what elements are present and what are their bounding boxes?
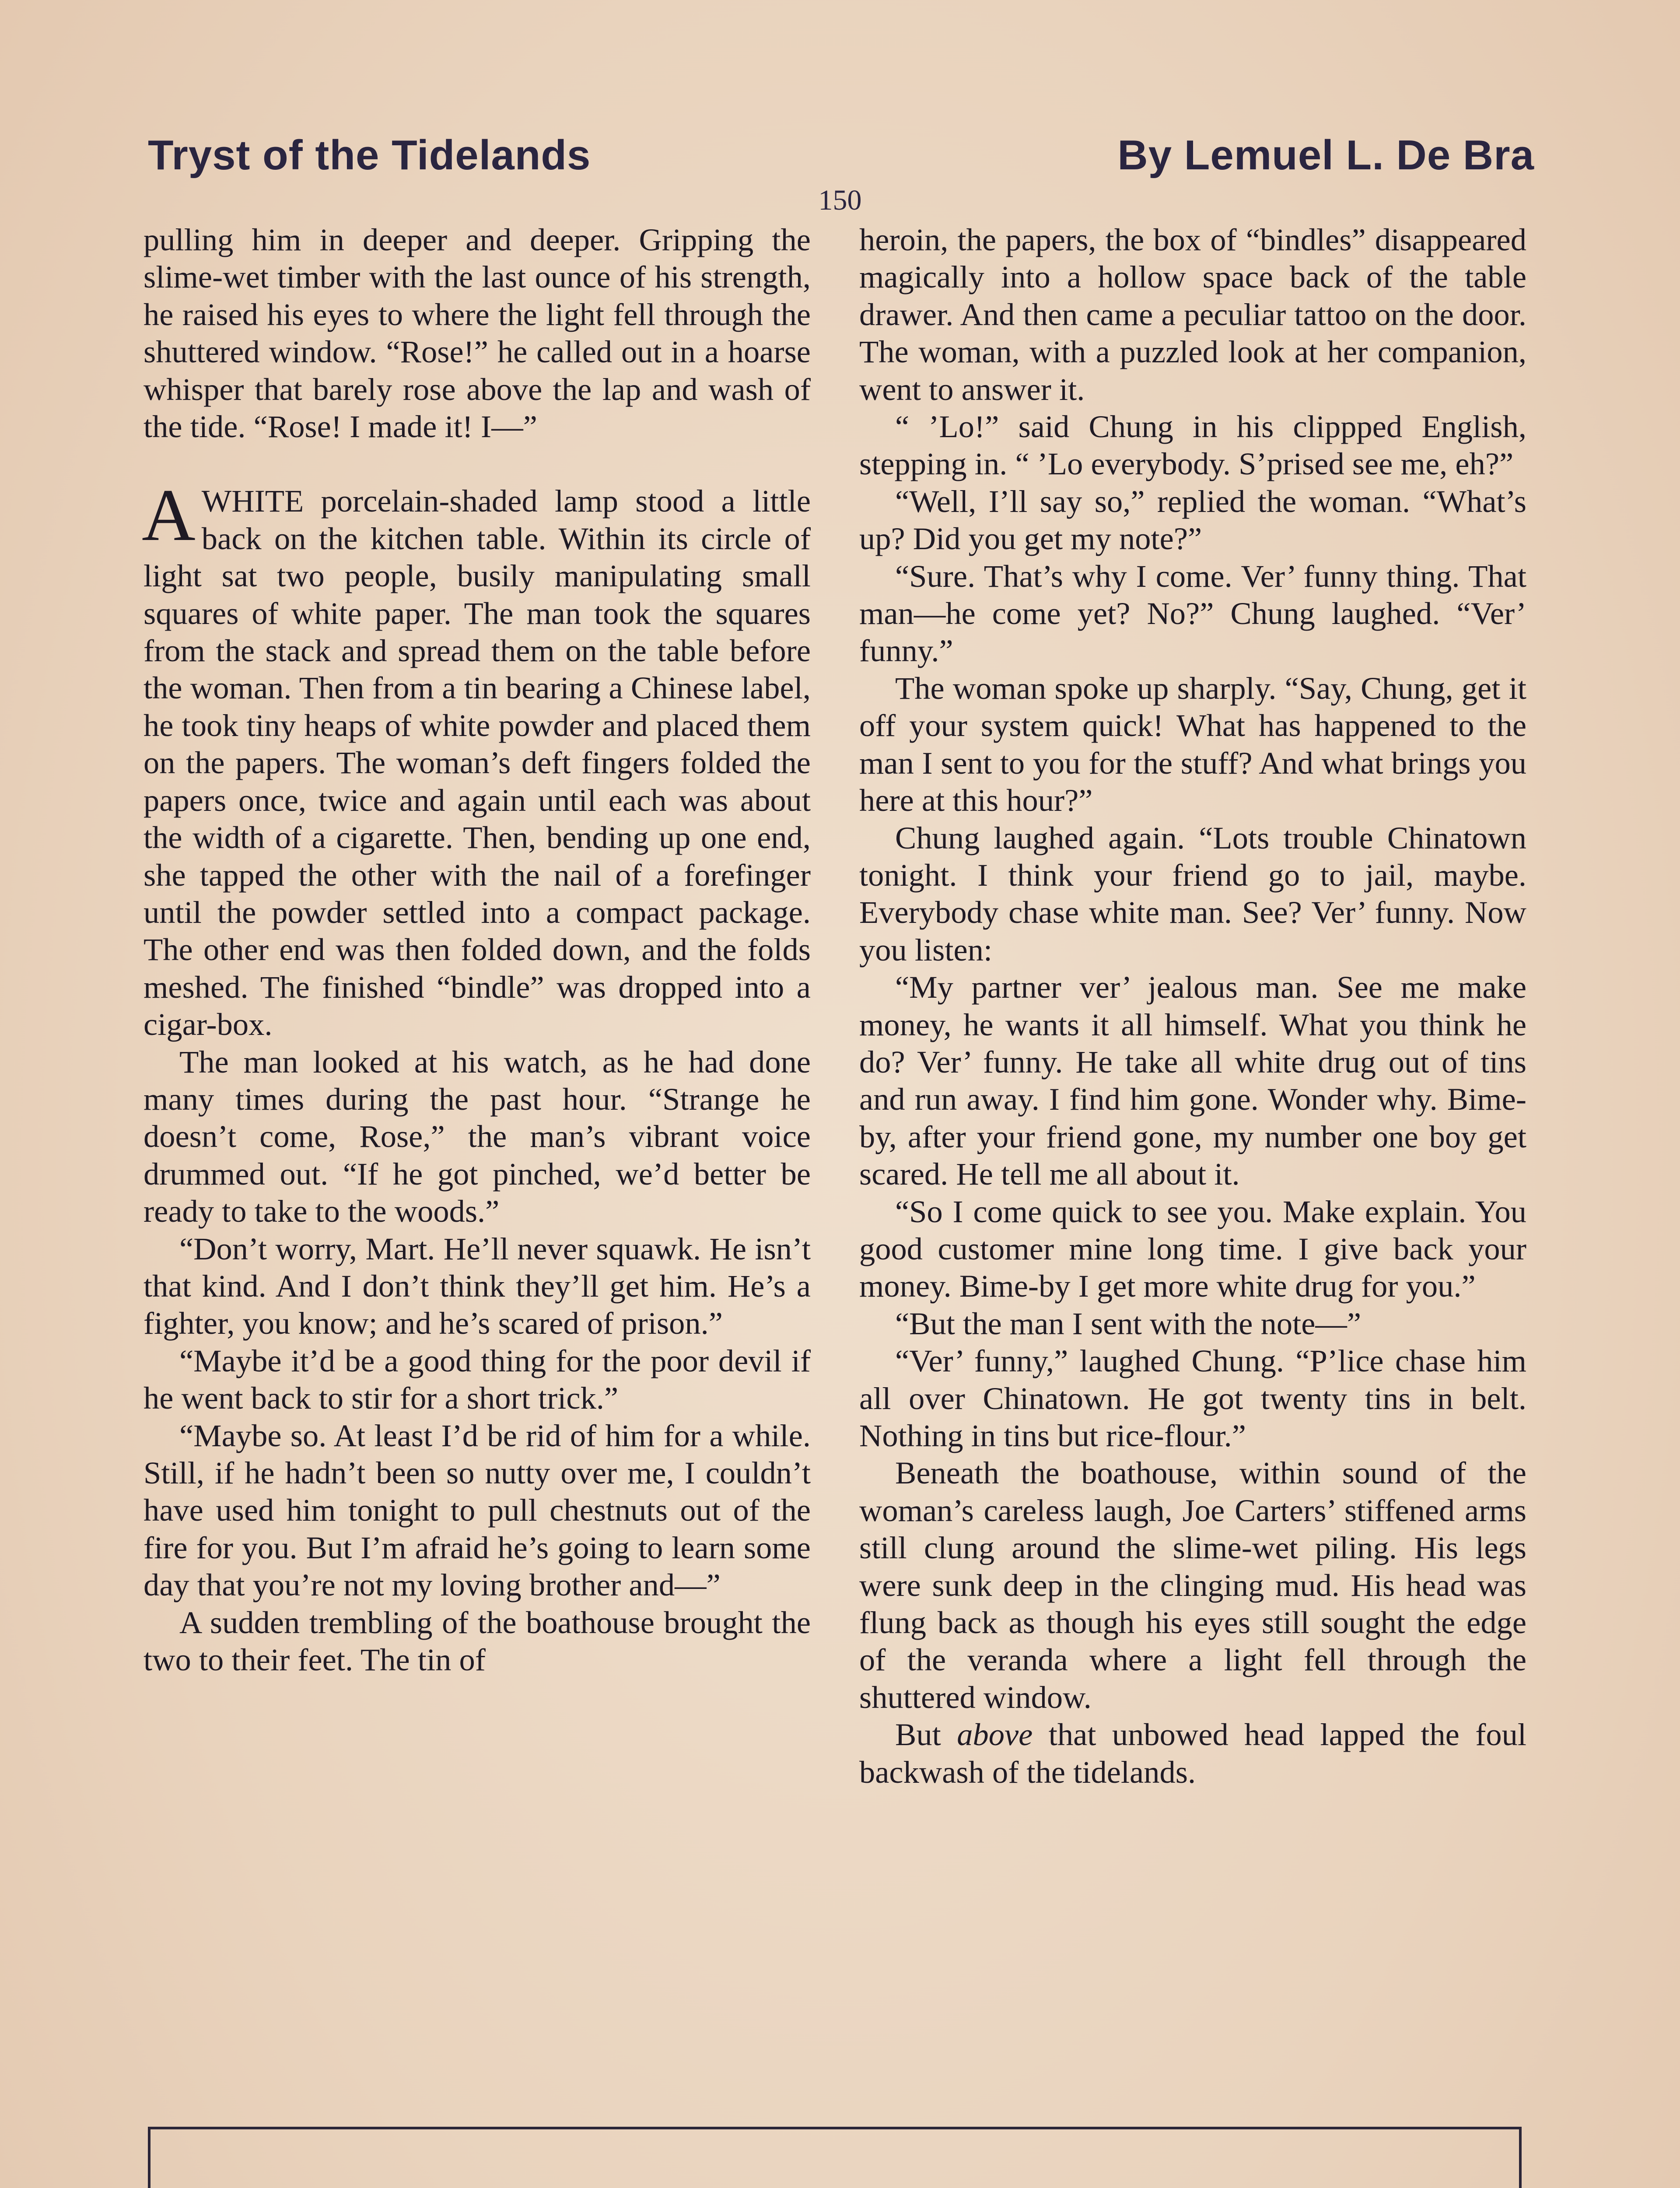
left-column (144, 221, 811, 1678)
drop-cap: A (142, 474, 196, 557)
final-text-start: But (895, 1717, 957, 1753)
paragraph: “ ’Lo!” said Chung in his clippped English, stepping in. “ ’Lo everybody. S’prised see me, eh?” (859, 409, 1526, 482)
right-column (859, 221, 1526, 1791)
paragraph: “But the man I sent with the note—” (895, 1305, 1362, 1341)
page-number: 150 (818, 184, 862, 216)
paragraph: “Sure. That’s why I come. Ver’ funny thing. That man—he come yet? No?” Chung laughed. “Ver’ funny.” (859, 558, 1526, 669)
paragraph: “Don’t worry, Mart. He’ll never squawk. He isn’t that kind. And I don’t think they’ll get him. He’s a fighter, you know; and he’s scared of prison.” (144, 1231, 811, 1341)
story-title: Tryst of the Tidelands (148, 132, 591, 179)
paragraph: The woman spoke up sharply. “Say, Chung, get it off your system quick! What has happened to the man I sent to you for the stuff? And what brings you here at this hour?” (859, 670, 1526, 818)
paragraph: A sudden trembling of the boathouse brought the two to their feet. The tin of (144, 1604, 811, 1678)
paragraph: “Maybe it’d be a good thing for the poor devil if he went back to stir for a short trick.” (144, 1343, 811, 1416)
paragraph: “Ver’ funny,” laughed Chung. “P’lice chase him all over Chinatown. He got twenty tins in belt. Nothing in tins but rice-flour.” (859, 1343, 1526, 1453)
announcement-box (148, 2127, 1522, 2188)
final-paragraph (859, 1716, 1526, 1791)
paragraph: Chung laughed again. “Lots trouble Chinatown tonight. I think your friend go to jail, maybe. Everybody chase white man. See? Ver’ funny. Now you listen: (859, 820, 1526, 968)
final-text-end: that unbowed head lapped the foul backwash of the tidelands. (859, 1717, 1526, 1790)
emphasis-word: above (957, 1717, 1033, 1753)
paragraph: Beneath the boathouse, within sound of the woman’s careless laugh, Joe Carters’ stiffened arms still clung around the slime-wet piling. His legs were sunk deep in the clinging mud. His head was flung back as though his eyes still sought the edge of the veranda where a light fell through the shuttered window. (859, 1455, 1526, 1715)
paragraph: “My partner ver’ jealous man. See me make money, he wants it all himself. What you think he do? Ver’ funny. He take all white drug out of tins and run away. I find him gone. Wonder why. Bime-by, after your friend gone, my number one boy get scared. He tell me all about it. (859, 969, 1526, 1192)
paragraph: heroin, the papers, the box of “bindles” disappeared magically into a hollow space back of the table drawer. And then came a peculiar tattoo on the door. The woman, with a puzzled look at her companion, went to answer it. (859, 222, 1526, 407)
story-byline: By Lemuel L. De Bra (1117, 132, 1534, 179)
paragraph-dropcap (142, 474, 811, 1043)
section-break (144, 445, 811, 482)
paragraph: pulling him in deeper and deeper. Gripping the slime-wet timber with the last ounce of his strength, he raised his eyes to where the light fell through the shuttered window. “Rose!” he called out in a hoarse whisper that barely rose above the lap and wash of the tide. “Rose! I made it! I—” (144, 222, 811, 445)
paragraph: “Well, I’ll say so,” replied the woman. “What’s up? Did you get my note?” (859, 483, 1526, 557)
paragraph: “Maybe so. At least I’d be rid of him for a while. Still, if he hadn’t been so nutty over me, I couldn’t have used him tonight to pull chestnuts out of the fire for you. But I’m afraid he’s going to learn some day that you’re not my loving brother and—” (144, 1417, 811, 1603)
paragraph-text: WHITE porcelain-shaded lamp stood a little back on the kitchen table. Within its circle of light sat two people, busily manipulating small squares of white paper. The man took the squares from the stack and spread them on the table before the woman. Then from a tin bearing a Chinese label, he took tiny heaps of white powder and placed them on the papers. The woman’s deft fingers folded the papers once, twice and again until each was about the width of a cigarette. Then, bending up one end, she tapped the other with the nail of a forefinger until the powder settled into a compact package. The other end was then folded down, and the folds meshed. The finished “bindle” was dropped into a cigar-box. (144, 483, 811, 1042)
paragraph: “So I come quick to see you. Make explain. You good customer mine long time. I give back your money. Bime-by I get more white drug for you.” (859, 1193, 1526, 1304)
paragraph: The man looked at his watch, as he had done many times during the past hour. “Strange he doesn’t come, Rose,” the man’s vibrant voice drummed out. “If he got pinched, we’d better be ready to take to the woods.” (144, 1044, 811, 1229)
